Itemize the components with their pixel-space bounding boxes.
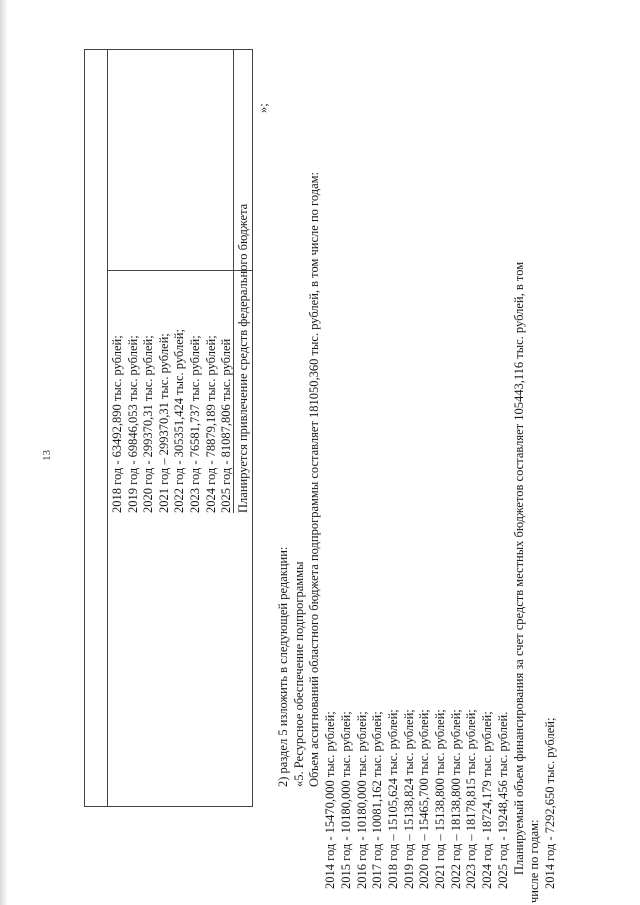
- closing-quote: »;: [256, 103, 270, 113]
- table-cell-divider-right: [233, 49, 234, 271]
- section-intro: 2) раздел 5 изложить в следующей редакции:: [276, 546, 290, 787]
- regional-year-line: 2014 год - 15470,000 тыс. рублей;: [323, 711, 338, 889]
- regional-year-line: 2020 год – 15465,700 тыс. рублей;: [417, 709, 432, 889]
- section-heading: «5. Ресурсное обеспечение подпрограммы: [291, 561, 306, 787]
- table-year-line: 2025 год - 81087,806 тыс. рублей: [219, 338, 234, 513]
- local-year-line: 2014 год - 7292,650 тыс. рублей;: [542, 717, 557, 889]
- regional-year-line: 2023 год – 18178,815 тыс. рублей;: [464, 709, 479, 889]
- table-year-line: 2021 год – 299370,31 тыс. рублей;: [156, 333, 171, 513]
- regional-year-line: 2015 год - 10180,000 тыс. рублей;: [338, 711, 353, 889]
- table-row-divider: [107, 49, 108, 807]
- regional-total: Объем ассигнований областного бюджета подпрограммы составляет 181050,360 тыс. рублей, в том числе по годам:: [307, 171, 322, 787]
- table-column-divider: [107, 270, 253, 271]
- table-year-line: 2024 год - 78879,189 тыс. рублей;: [203, 335, 218, 513]
- regional-year-line: 2016 год - 10180,000 тыс. рублей;: [354, 711, 369, 889]
- regional-year-line: 2022 год – 18138,800 тыс. рублей;: [448, 709, 463, 889]
- table-year-line: 2022 год - 305351,424 тыс. рублей;: [172, 329, 187, 513]
- federal-budget-note: Планируется привлечение средств федерального бюджета: [236, 203, 250, 513]
- table-year-line: 2019 год - 69846,053 тыс. рублей;: [125, 335, 140, 513]
- local-total-line-cont: числе по годам:: [527, 819, 542, 903]
- regional-year-line: 2018 год – 15105,624 тыс. рублей;: [385, 709, 400, 889]
- table-year-line: 2023 год - 76581,737 тыс. рублей;: [187, 335, 202, 513]
- regional-year-line: 2017 год - 10081,162 тыс. рублей;: [370, 711, 385, 889]
- regional-year-line: 2024 год - 18724,179 тыс. рублей;: [480, 711, 495, 889]
- local-total-line: Планируемый объем финансирования за счет средств местных бюджетов составляет 105443,116 тыс. рублей, в том: [511, 261, 526, 875]
- table-year-list: [110, 273, 235, 513]
- page-number: 13: [41, 450, 53, 461]
- regional-year-line: 2025 год - 19248,456 тыс. рублей.: [495, 711, 510, 889]
- regional-year-line: 2019 год – 15138,824 тыс. рублей;: [401, 709, 416, 889]
- regional-year-line: 2021 год – 15138,800 тыс. рублей;: [433, 709, 447, 889]
- table-year-line: 2020 год - 299370,31 тыс. рублей;: [141, 335, 156, 513]
- table-year-line: 2018 год - 63492,890 тыс. рублей;: [110, 335, 124, 513]
